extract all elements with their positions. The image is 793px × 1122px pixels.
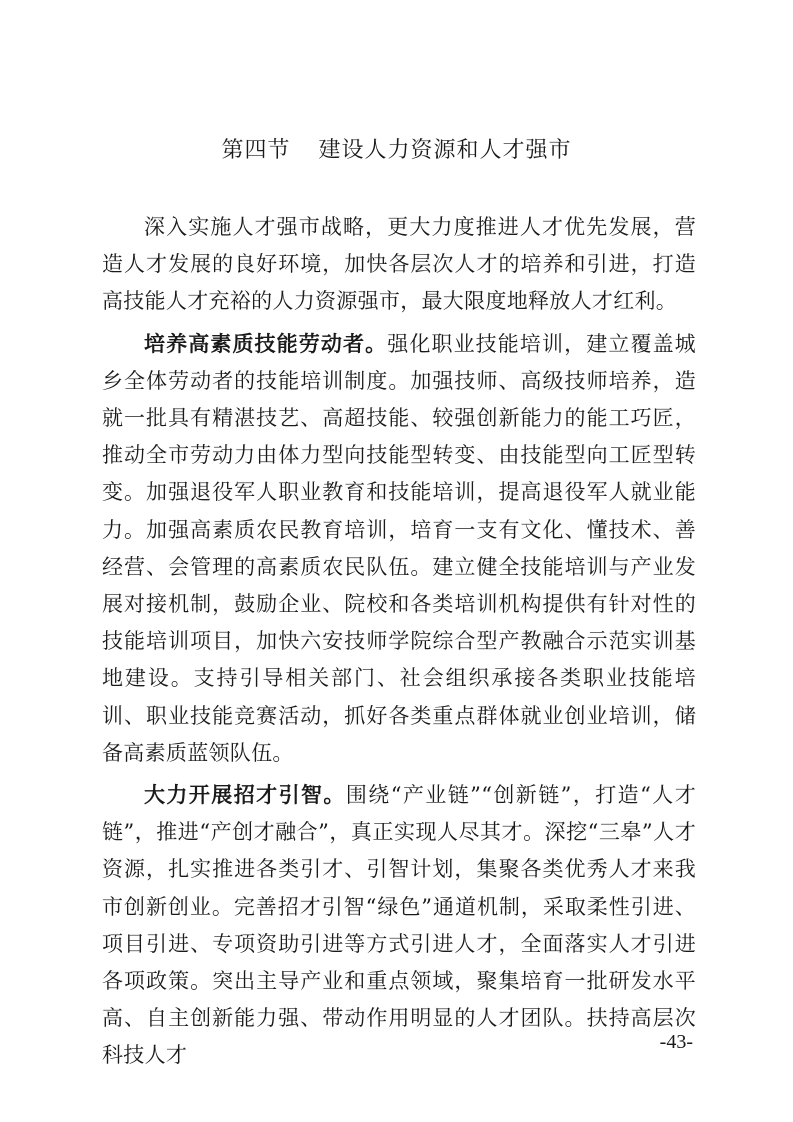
- paragraph-talent-recruitment: [102, 776, 696, 1075]
- section-title: 建设人力资源和人才强市: [318, 138, 572, 163]
- section-number: 第四节: [221, 138, 291, 163]
- paragraph-skilled-workers: [102, 325, 696, 772]
- paragraph-text: 围绕“产业链”“创新链”，打造“人才链”，推进“产创才融合”，真正实现人尽其才。深挖“三皋”人才资源，扎实推进各类引才、引智计划，集聚各类优秀人才来我市创新创业。完善招才引智“绿色”通道机制，采取柔性引进、项目引进、专项资助引进等方式引进人才，全面落实人才引进各项政策。突出主导产业和重点领域，聚集培育一批研发水平高、自主创新能力强、带动作用明显的人才团队。扶持高层次科技人才: [102, 783, 696, 1068]
- paragraph-text: 强化职业技能培训，建立覆盖城乡全体劳动者的技能培训制度。加强技师、高级技师培养，造就一批具有精湛技艺、高超技能、较强创新能力的能工巧匠，推动全市劳动力由体力型向技能型转变、由技能型向工匠型转变。加强退役军人职业教育和技能培训，提高退役军人就业能力。加强高素质农民教育培训，培育一支有文化、懂技术、善经营、会管理的高素质农民队伍。建立健全技能培训与产业发展对接机制，鼓励企业、院校和各类培训机构提供有针对性的技能培训项目，加快六安技师学院综合型产教融合示范实训基地建设。支持引导相关部门、社会组织承接各类职业技能培训、职业技能竞赛活动，抓好各类重点群体就业创业培训，储备高素质蓝领队伍。: [102, 331, 696, 765]
- document-body: [102, 208, 696, 1079]
- section-heading: [0, 136, 793, 166]
- paragraph-intro: [102, 208, 696, 321]
- paragraph-text: 深入实施人才强市战略，更大力度推进人才优先发展，营造人才发展的良好环境，加快各层次人才的培养和引进，打造高技能人才充裕的人力资源强市，最大限度地释放人才红利。: [102, 215, 696, 314]
- paragraph-lead: 大力开展招才引智。: [144, 782, 346, 808]
- paragraph-lead: 培养高素质技能劳动者。: [144, 330, 388, 356]
- page-number: -43-: [659, 1031, 693, 1053]
